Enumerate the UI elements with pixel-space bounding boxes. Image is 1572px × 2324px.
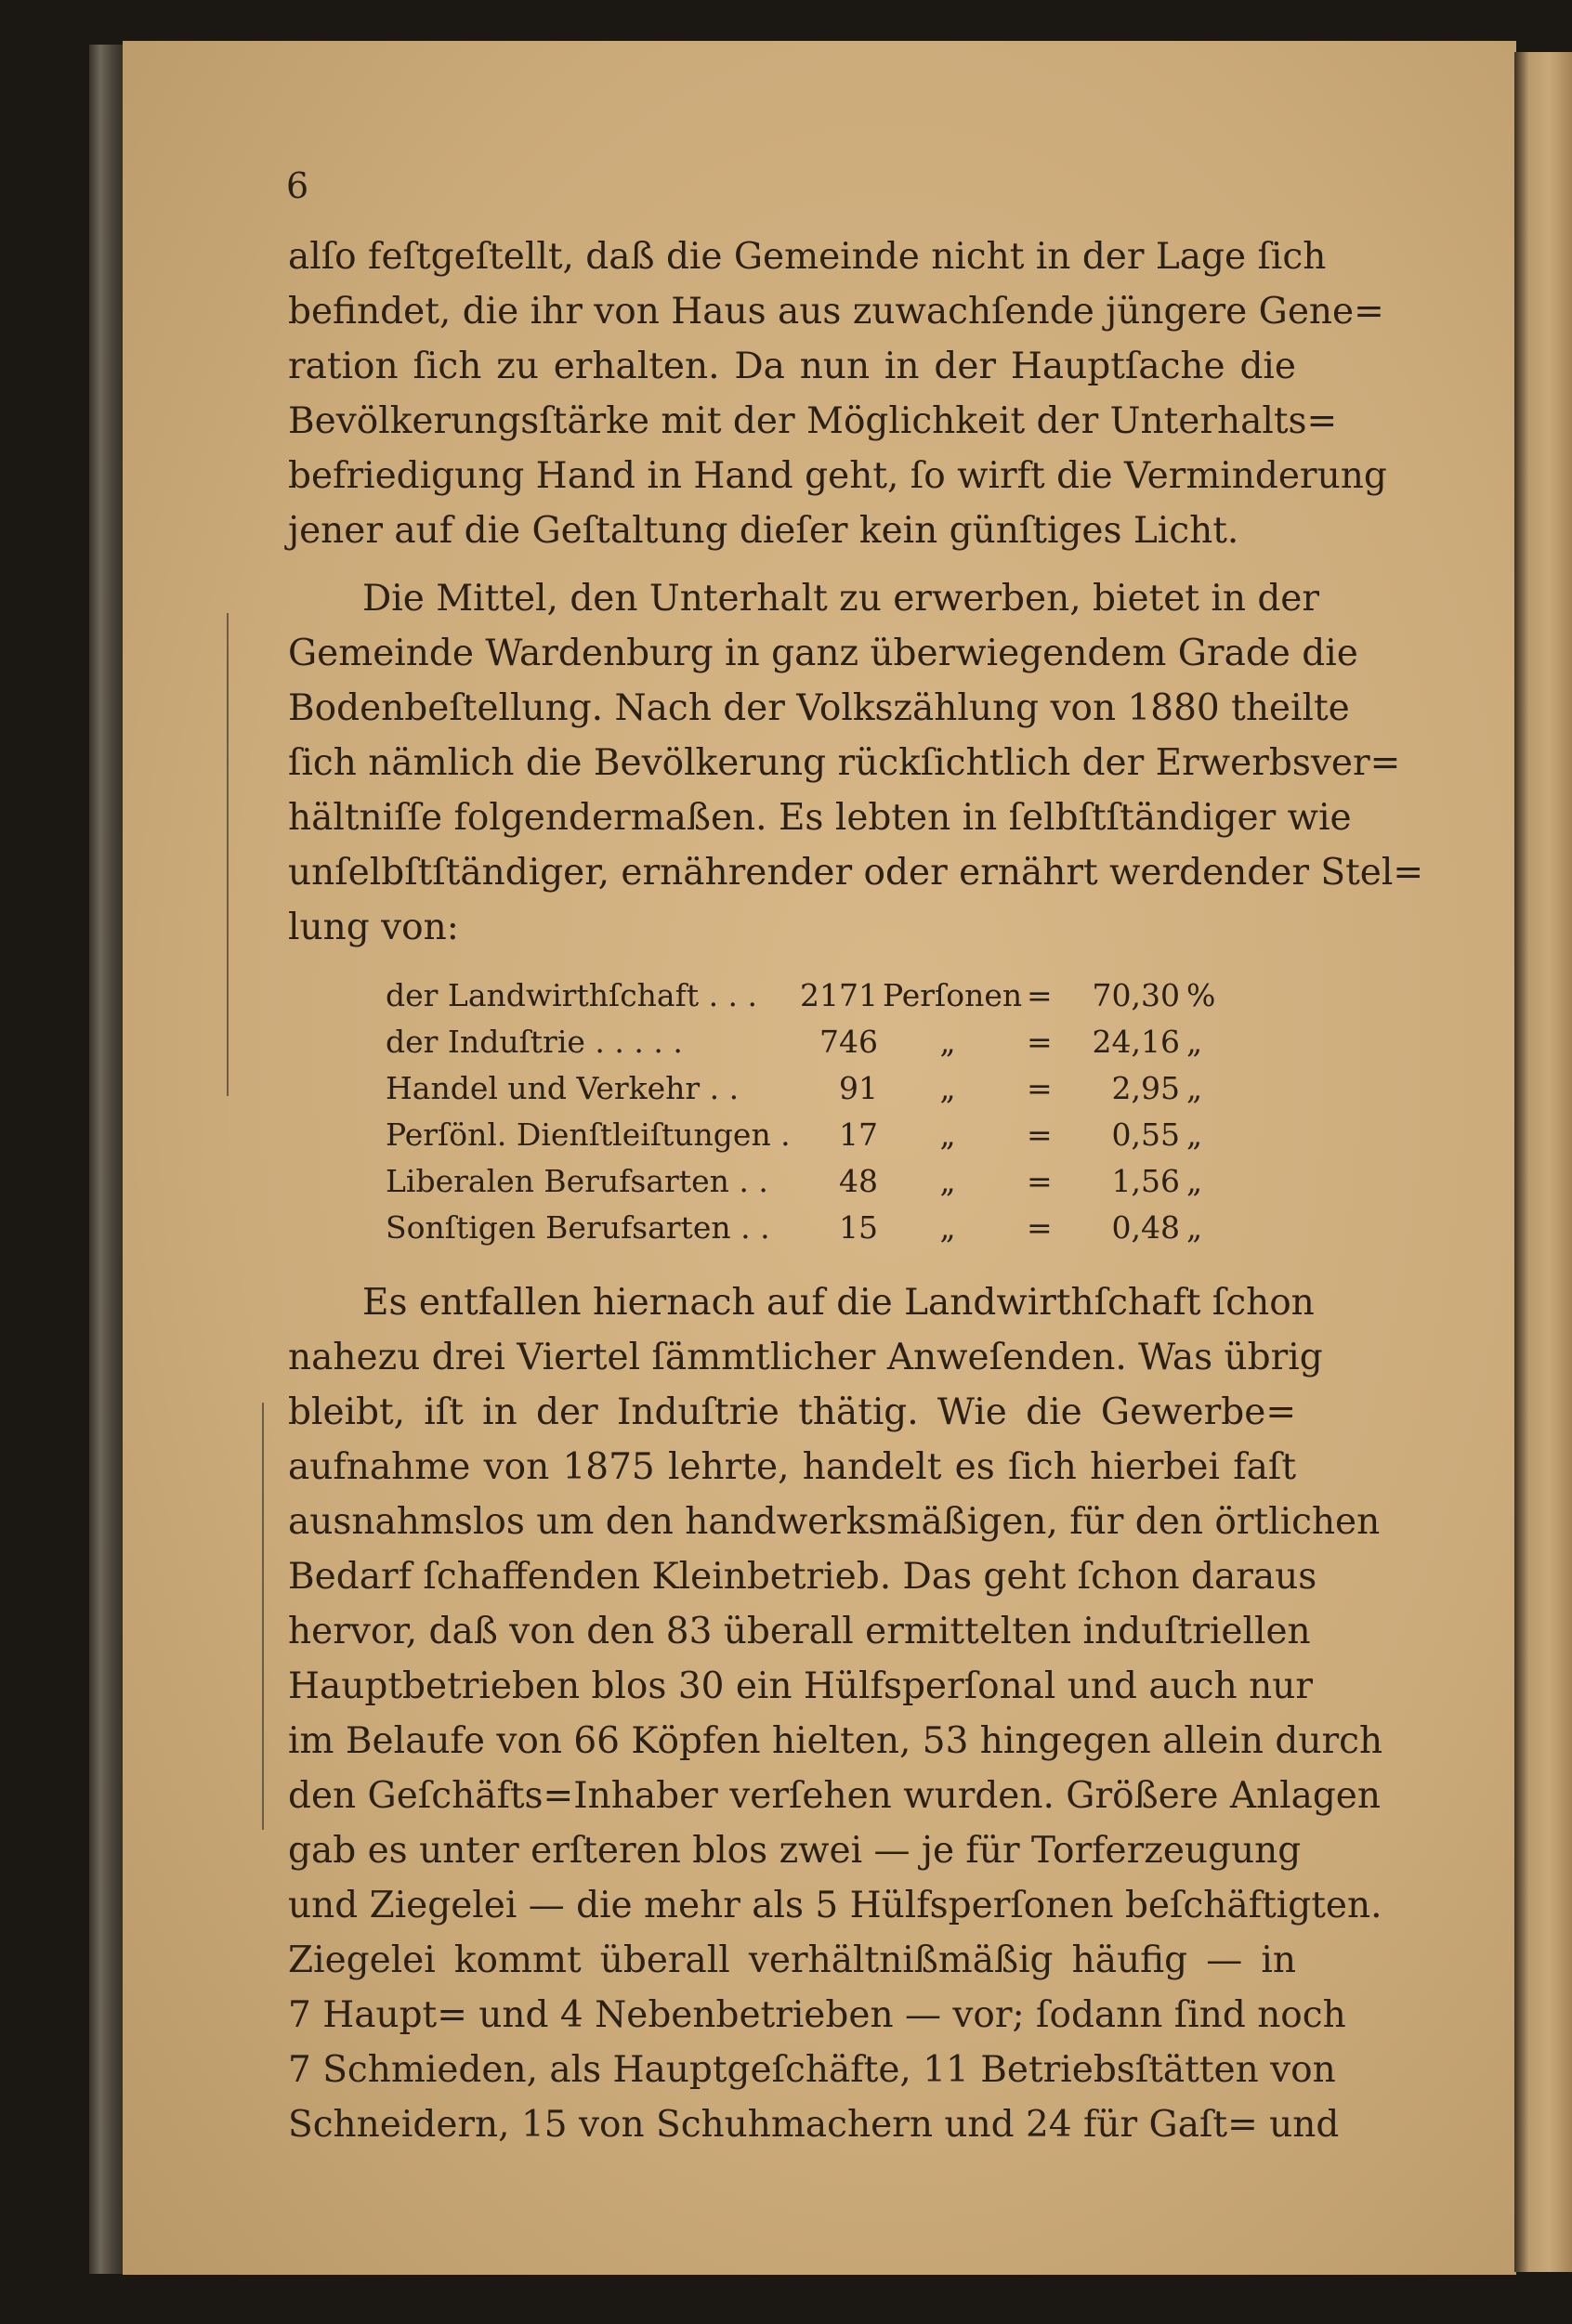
table-cell-sign: „ [1186, 1070, 1203, 1106]
table-cell-eq: = [1027, 1116, 1053, 1153]
table-cell-pct: 24,16 [1092, 1024, 1180, 1060]
text-line: 7 Haupt= und 4 Nebenbetrieben — vor; ſodann ſind noch [288, 1994, 1346, 2036]
table-cell-sign: „ [1186, 1163, 1203, 1199]
text-line: den Geſchäfts=Inhaber verſehen wurden. Größere Anlagen [288, 1775, 1381, 1817]
text-line: lung von: [288, 907, 459, 948]
table-cell-label: der Landwirthſchaft . . . [386, 977, 758, 1013]
table-cell-unit: „ [939, 1163, 956, 1199]
table-cell-unit: „ [939, 1024, 956, 1060]
table-row [386, 1209, 1222, 1256]
text-line: Ziegelei kommt überall verhältnißmäßig häufig — in [288, 1939, 1296, 1981]
table-row [386, 1116, 1222, 1163]
table-row [386, 1070, 1222, 1116]
table-cell-count: 15 [839, 1209, 878, 1246]
table-row [386, 1163, 1222, 1209]
table-cell-label: der Induſtrie . . . . . [386, 1024, 683, 1060]
table-cell-pct: 1,56 [1111, 1163, 1180, 1199]
text-line: alſo feſtgeſtellt, daß die Gemeinde nicht in der Lage ſich [288, 236, 1327, 278]
text-line: hervor, daß von den 83 überall ermittelten induſtriellen [288, 1611, 1311, 1652]
table-cell-sign: % [1186, 977, 1216, 1013]
text-line: ſich nämlich die Bevölkerung rückſichtlich der Erwerbsver= [288, 742, 1401, 784]
text-line: Bevölkerungsſtärke mit der Möglichkeit der Unterhalts= [288, 400, 1338, 442]
table-cell-pct: 0,55 [1111, 1116, 1180, 1153]
text-line: Es entfallen hiernach auf die Landwirthſchaft ſchon [362, 1282, 1315, 1324]
margin-pencil-mark [227, 613, 229, 1096]
table-cell-label: Liberalen Berufsarten . . [386, 1163, 768, 1199]
text-line: Bodenbeſtellung. Nach der Volkszählung von 1880 theilte [288, 687, 1350, 729]
text-line: jener auf die Geſtaltung dieſer kein günſtiges Licht. [288, 510, 1239, 552]
text-line: hältniſſe folgendermaßen. Es lebten in ſelbſtſtändiger wie [288, 797, 1352, 839]
text-line: Hauptbetrieben blos 30 ein Hülfsperſonal und auch nur [288, 1665, 1314, 1707]
table-cell-sign: „ [1186, 1209, 1203, 1246]
table-cell-count: 2171 [800, 977, 878, 1013]
table-cell-count: 17 [839, 1116, 878, 1153]
text-line: aufnahme von 1875 lehrte, handelt es ſich hierbei faſt [288, 1446, 1296, 1488]
text-line: unſelbſtſtändiger, ernährender oder ernährt werdender Stel= [288, 852, 1424, 894]
table-cell-unit: „ [939, 1116, 956, 1153]
table-cell-count: 746 [819, 1024, 878, 1060]
page-number: 6 [286, 165, 309, 206]
text-line: 7 Schmieden, als Hauptgeſchäfte, 11 Betriebsſtätten von [288, 2049, 1336, 2091]
table-cell-label: Sonſtigen Berufsarten . . [386, 1209, 770, 1246]
table-cell-pct: 2,95 [1111, 1070, 1180, 1106]
text-line: befriedigung Hand in Hand geht, ſo wirft die Verminderung [288, 455, 1387, 497]
table-cell-label: Perſönl. Dienſtleiſtungen . [386, 1116, 791, 1153]
table-cell-eq: = [1027, 1209, 1053, 1246]
table-cell-eq: = [1027, 1163, 1053, 1199]
text-line: Schneidern, 15 von Schuhmachern und 24 für Gaſt= und [288, 2104, 1340, 2146]
table-cell-label: Handel und Verkehr . . [386, 1070, 740, 1106]
text-line: ausnahmslos um den handwerksmäßigen, für den örtlichen [288, 1501, 1381, 1543]
table-cell-eq: = [1027, 1024, 1053, 1060]
text-line: befindet, die ihr von Haus aus zuwachſende jüngere Gene= [288, 291, 1384, 333]
table-cell-eq: = [1027, 977, 1053, 1013]
table-cell-eq: = [1027, 1070, 1053, 1106]
text-line: ration ſich zu erhalten. Da nun in der Hauptſache die [288, 346, 1296, 387]
book-binding [89, 45, 126, 2274]
text-line: Gemeinde Wardenburg in ganz überwiegendem Grade die [288, 633, 1358, 674]
margin-pencil-mark [262, 1403, 264, 1830]
table-cell-unit: Perſonen [883, 977, 1023, 1013]
text-line: nahezu drei Viertel ſämmtlicher Anweſenden. Was übrig [288, 1337, 1323, 1378]
text-line: und Ziegelei — die mehr als 5 Hülfsperſonen beſchäftigten. [288, 1885, 1382, 1926]
text-line: Bedarf ſchaffenden Kleinbetrieb. Das geht ſchon daraus [288, 1556, 1317, 1598]
table-cell-count: 91 [839, 1070, 878, 1106]
table-cell-sign: „ [1186, 1116, 1203, 1153]
page-edge [1514, 52, 1572, 2272]
table-cell-sign: „ [1186, 1024, 1203, 1060]
table-row [386, 977, 1222, 1024]
table-row [386, 1024, 1222, 1070]
text-line: bleibt, iſt in der Induſtrie thätig. Wie die Gewerbe= [288, 1391, 1296, 1433]
table-cell-unit: „ [939, 1209, 956, 1246]
table-cell-pct: 0,48 [1111, 1209, 1180, 1246]
text-line: Die Mittel, den Unterhalt zu erwerben, bietet in der [362, 578, 1320, 620]
text-line: gab es unter erſteren blos zwei — je für Torferzeugung [288, 1830, 1302, 1872]
table-cell-pct: 70,30 [1092, 977, 1180, 1013]
table-cell-count: 48 [839, 1163, 878, 1199]
text-line: im Belaufe von 66 Köpfen hielten, 53 hingegen allein durch [288, 1720, 1383, 1762]
table-cell-unit: „ [939, 1070, 956, 1106]
